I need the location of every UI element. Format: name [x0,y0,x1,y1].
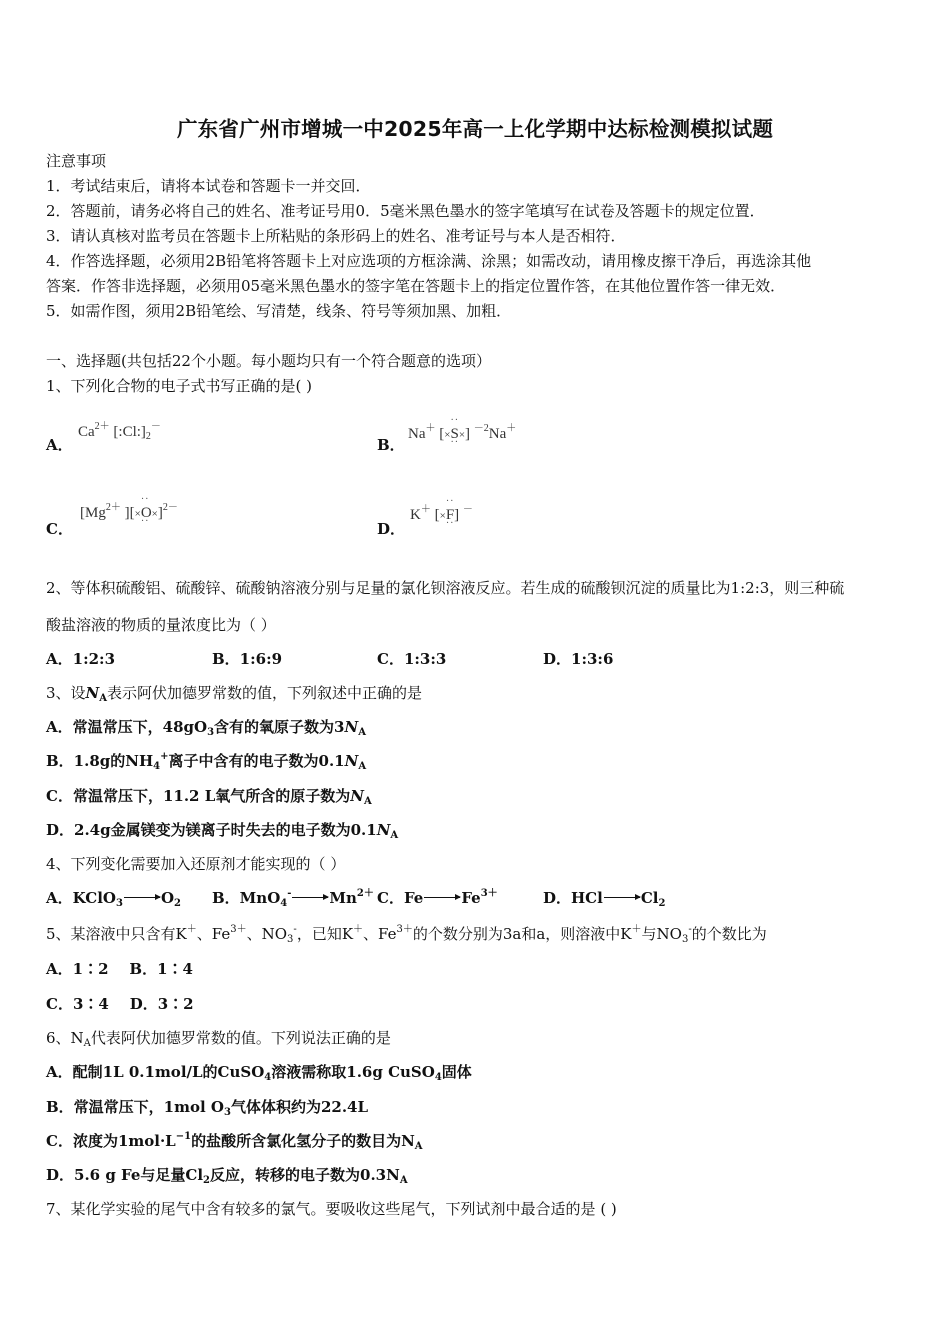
question-5-stem: 5、某溶液中只含有K＋、$Fe^{3+}$、$NO_3^-$，已知K＋、$Fe^{3+}$的个数分别为3a和a，则溶液中K＋与$NO_3^-$的个数比为 [46,924,767,945]
q2-option-a: A．1:2:3 [46,650,116,668]
page-title: 广东省广州市增城一中2025年高一上化学期中达标检测模拟试题 [176,117,774,141]
q1-option-c-formula: [$Mg^{2+}$ ][×·· O ··×]$^{2-}$ [80,505,178,522]
notice-item: 1．考试结束后，请将本试卷和答题卡一并交回． [46,177,371,195]
q4-option-d: D．HCl $Cl_2$ [543,889,666,909]
reaction-arrow-icon [604,897,640,898]
q3-option-d: D．2.4g金属镁变为镁离子时失去的电子数为$0.1N_A$ [46,821,399,841]
question-2-stem: 2、等体积硫酸铝、硫酸锌、硫酸钠溶液分别与足量的氯化钡溶液反应。若生成的硫酸钡沉淀的质量比为1:2:3，则三种硫 [46,579,845,597]
notice-item: 4．作答选择题，必须用2B铅笔将答题卡上对应选项的方框涂满、涂黑；如需改动，请用橡皮擦干净后，再选涂其他 [46,252,812,270]
notice-item: 2．答题前，请务必将自己的姓名、准考证号用0．5毫米黑色墨水的签字笔填写在试卷及答题卡的规定位置． [46,202,765,220]
q6-option-a: A．配制1L 0.1mol/L的CuSO$_4$溶液需称取1.6g CuSO$_4$固体 [46,1063,472,1083]
q4-option-a: A．KClO$_3$ $O_2$ [46,889,181,909]
q4-option-c: C．Fe $Fe^{3+}$ [377,888,498,907]
notice-item: 5．如需作图，须用2B铅笔绘、写清楚，线条、符号等须加黑、加粗． [46,302,512,320]
reaction-arrow-icon [292,897,328,898]
q1-option-a-formula: $Ca^{2+}$ $[:Cl:]_2^-$ [78,421,161,442]
question-1-stem: 1、下列化合物的电子式书写正确的是( ) [46,377,313,395]
q3-option-a: A．常温常压下，$48gO_3$含有的氧原子数为$3N_A$ [46,718,366,738]
reaction-arrow-icon [124,897,160,898]
q1-option-a-label: A． [46,436,73,454]
reaction-arrow-icon [424,897,460,898]
q3-option-c: C．常温常压下，11.2 L氧气所含的原子数为$N_A$ [46,787,372,807]
notice-item: 3．请认真核对监考员在答题卡上所粘贴的条形码上的姓名、准考证号与本人是否相符． [46,227,626,245]
notice-item: 答案．作答非选择题，必须用05毫米黑色墨水的签字笔在答题卡上的指定位置作答，在其他位置作答一律无效． [46,277,786,295]
q4-option-b: B．MnO$_4$- $Mn^{2+}$ [212,888,374,909]
section-heading: 一、选择题(共包括22个小题。每小题均只有一个符合题意的选项） [46,352,491,370]
q5-options-row-2: C．3∶4 D．3∶2 [46,995,194,1013]
q2-option-d: D．1:3:6 [543,650,614,668]
question-3-stem: 3、设$N_A$表示阿伏加德罗常数的值，下列叙述中正确的是 [46,684,423,704]
q6-option-d: D．5.6 g Fe与足量$Cl_2$反应，转移的电子数为$0.3N_A$ [46,1166,408,1186]
notice-heading: 注意事项 [46,152,107,170]
q3-option-b: B．1.8g的$NH_4^+$离子中含有的电子数为$0.1N_A$ [46,751,367,772]
question-2-stem-cont: 酸盐溶液的物质的量浓度比为（ ） [46,616,276,634]
q6-option-b: B．常温常压下，1mol $O_3$气体体积约为22.4L [46,1098,369,1118]
q5-options-row-1: A．1∶2 B．1∶4 [46,960,193,978]
q1-option-b-formula: Na＋ [×·· S ··×] $^{-2}$Na＋ [408,426,516,443]
q1-option-d-label: D． [377,520,406,538]
q6-option-c: C．浓度为$1mol\cdot L^{-1}$的盐酸所含氯化氢分子的数目为$N_A$ [46,1131,423,1152]
q1-option-d-formula: K＋ [×·· F ··] － [410,507,473,524]
q2-option-b: B．1:6:9 [212,650,283,668]
q1-option-b-label: B． [377,436,405,454]
question-4-stem: 4、下列变化需要加入还原剂才能实现的（ ） [46,855,346,873]
q2-option-c: C．1:3:3 [377,650,447,668]
question-7-stem: 7、某化学实验的尾气中含有较多的氯气。要吸收这些尾气，下列试剂中最合适的是 ( ) [46,1200,617,1218]
question-6-stem: 6、$N_A$代表阿伏加德罗常数的值。下列说法正确的是 [46,1029,391,1049]
q1-option-c-label: C． [46,520,73,538]
